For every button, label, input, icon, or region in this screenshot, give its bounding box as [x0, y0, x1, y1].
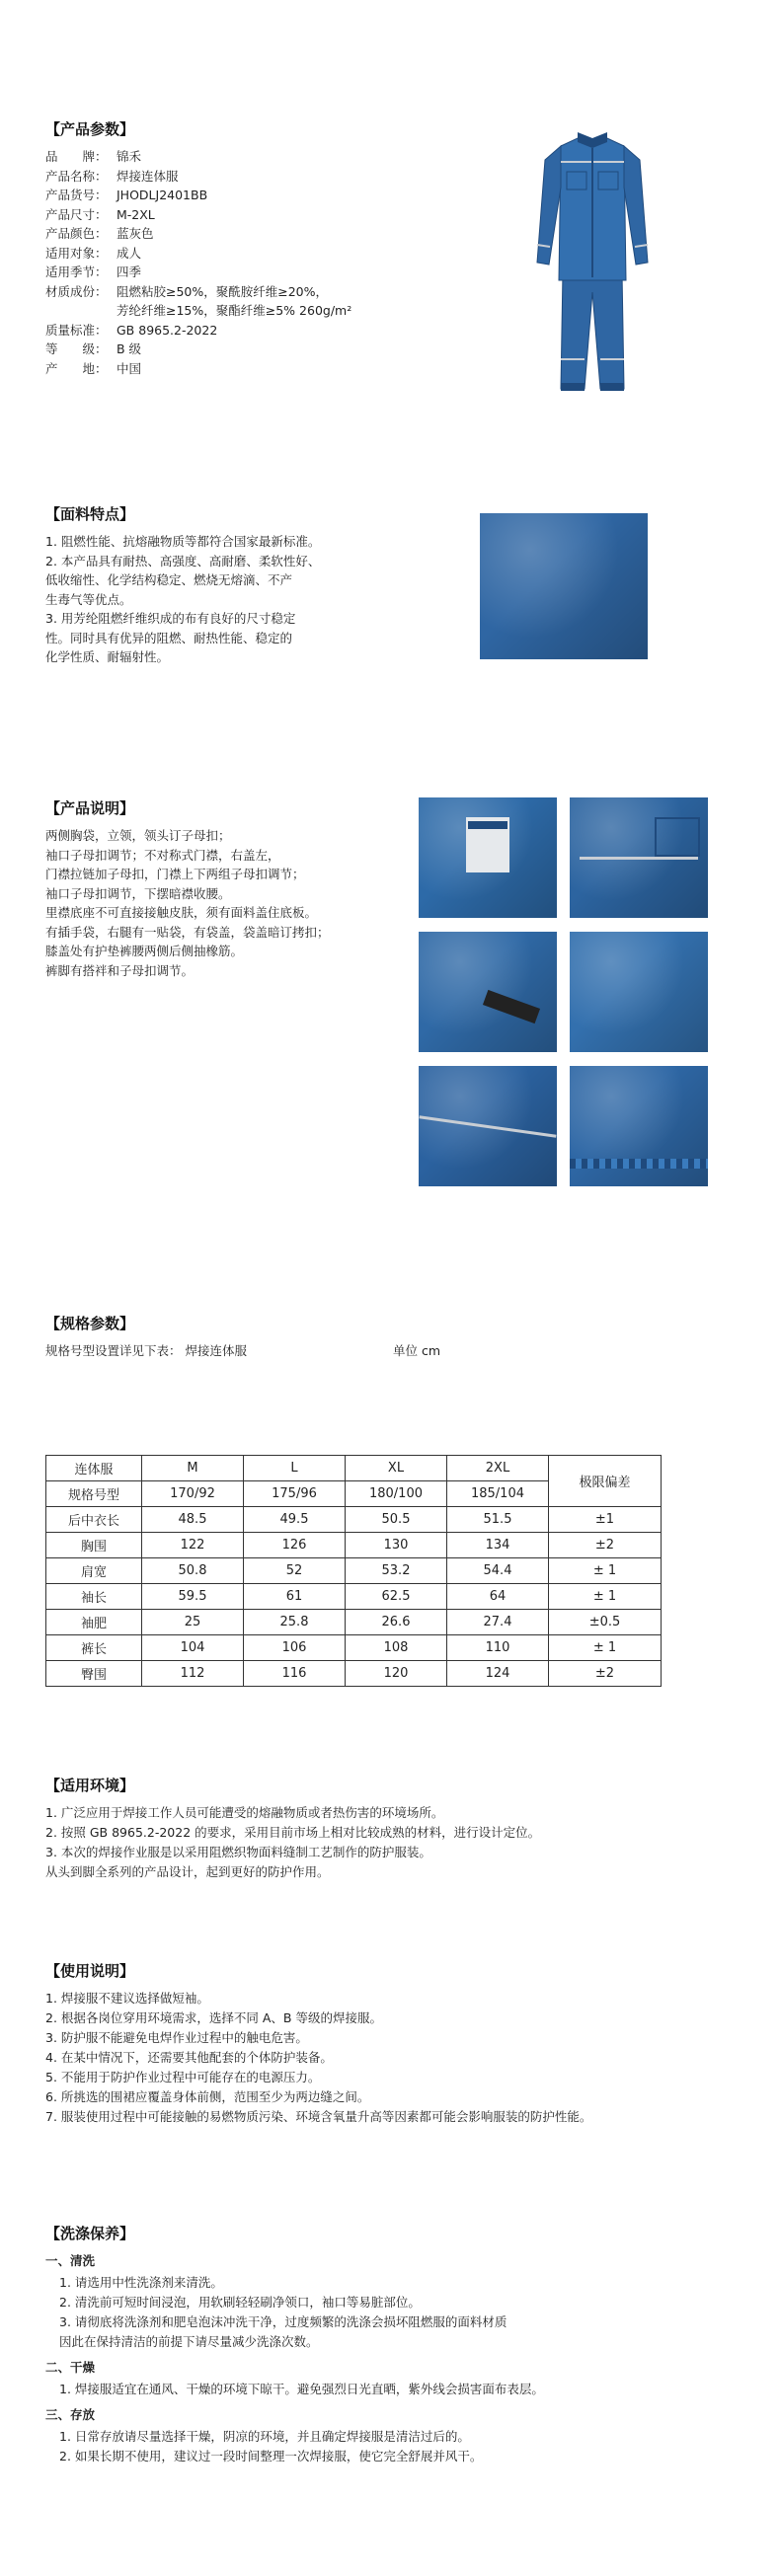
- param-value: 阻燃粘胶≥50%，聚酰胺纤维≥20%，: [117, 283, 329, 299]
- type-cell: 180/100: [346, 1481, 447, 1507]
- param-row: [45, 283, 328, 301]
- row-label: 后中衣长: [46, 1507, 142, 1533]
- param-label: 产 地：: [45, 360, 108, 376]
- table-cell: 62.5: [346, 1584, 447, 1610]
- table-row: [46, 1635, 662, 1661]
- param-value: M-2XL: [117, 206, 155, 222]
- fabric-texture-image: [480, 513, 648, 659]
- description-line: 门襟拉链加子母扣，门襟上下两组子母扣调节；: [45, 867, 305, 881]
- param-row: [45, 245, 141, 263]
- param-row: [45, 206, 155, 224]
- fabric-feature-line: 性。同时具有优异的阻燃、耐热性能、稳定的: [45, 630, 293, 645]
- tolerance-cell: ± 1: [549, 1584, 662, 1610]
- spec-heading: 【规格参数】: [45, 1315, 135, 1332]
- row-label: 裤长: [46, 1635, 142, 1661]
- table-cell: 112: [142, 1661, 244, 1687]
- spec-unit: 单位 cm: [393, 1343, 441, 1358]
- fabric-feature-line: 2. 本产品具有耐热、高强度、高耐磨、柔软性好、: [45, 553, 321, 568]
- param-row: [45, 168, 179, 186]
- table-header-cell: 规格号型: [46, 1481, 142, 1507]
- usage-line: 2. 根据各岗位穿用环境需求，选择不同 A、B 等级的焊接服。: [45, 2010, 382, 2025]
- waist-elastic-detail-image: [570, 1066, 708, 1186]
- size-header-2xl: 2XL: [447, 1456, 549, 1481]
- fabric-features-list: [45, 533, 381, 671]
- type-cell: 185/104: [447, 1481, 549, 1507]
- table-cell: 134: [447, 1533, 549, 1558]
- table-cell: 51.5: [447, 1507, 549, 1533]
- spec-intro: 规格号型设置详见下表： 焊接连体服: [45, 1343, 247, 1358]
- table-row: [46, 1558, 662, 1584]
- param-value: 焊接连体服: [117, 168, 179, 184]
- param-label: 等 级：: [45, 341, 108, 356]
- table-cell: 124: [447, 1661, 549, 1687]
- table-header-cell: 连体服: [46, 1456, 142, 1481]
- param-value: 四季: [117, 265, 142, 279]
- usage-line: 6. 所挑选的围裙应覆盖身体前侧，范围至少为两边缝之间。: [45, 2089, 370, 2104]
- param-label: 品 牌：: [45, 149, 108, 164]
- care-heading: 【洗涤保养】: [45, 2225, 135, 2242]
- table-cell: 52: [244, 1558, 346, 1584]
- param-value: JHODLJ2401BB: [117, 188, 208, 202]
- description-line: 膝盖处有护垫裤腰两侧后侧抽橡筋。: [45, 944, 244, 958]
- fabric-closeup-image: [570, 932, 708, 1052]
- table-cell: 126: [244, 1533, 346, 1558]
- tolerance-header: 极限偏差: [549, 1456, 662, 1507]
- table-cell: 49.5: [244, 1507, 346, 1533]
- param-row: [45, 302, 351, 320]
- param-value: 中国: [117, 360, 142, 376]
- environment-line: 2. 按照 GB 8965.2-2022 的要求，采用目前市场上相对比较成熟的材料，进行设计定位。: [45, 1825, 541, 1840]
- param-label: 适用对象：: [45, 245, 108, 261]
- row-label: 胸围: [46, 1533, 142, 1558]
- size-header-xl: XL: [346, 1456, 447, 1481]
- care-section-title: 二、干燥: [45, 2360, 96, 2375]
- environment-line: 3. 本次的焊接作业服是以采用阻燃织物面料缝制工艺制作的防护服装。: [45, 1845, 431, 1859]
- environment-line: 从头到脚全系列的产品设计，起到更好的防护作用。: [45, 1864, 330, 1879]
- description-list: [45, 827, 411, 985]
- chest-pocket-detail-image: [570, 797, 708, 918]
- param-label: 质量标准：: [45, 322, 108, 338]
- param-row: [45, 341, 141, 358]
- size-spec-table: [45, 1455, 662, 1687]
- table-cell: 27.4: [447, 1610, 549, 1635]
- param-value: 成人: [117, 245, 142, 261]
- param-value: 蓝灰色: [117, 226, 154, 241]
- table-row: [46, 1507, 662, 1533]
- table-cell: 59.5: [142, 1584, 244, 1610]
- row-label: 袖肥: [46, 1610, 142, 1635]
- tolerance-cell: ± 1: [549, 1558, 662, 1584]
- param-row: [45, 360, 141, 378]
- param-row: [45, 187, 207, 204]
- param-label: 产品尺寸：: [45, 206, 108, 222]
- param-label: 产品货号：: [45, 188, 108, 202]
- description-line: 有插手袋，右腿有一贴袋，有袋盖，袋盖暗订拷扣；: [45, 924, 330, 940]
- param-value: GB 8965.2-2022: [117, 322, 218, 338]
- table-row: [46, 1584, 662, 1610]
- table-cell: 53.2: [346, 1558, 447, 1584]
- fabric-feature-line: 低收缩性、化学结构稳定、燃烧无熔滴、不产: [45, 572, 293, 587]
- table-cell: 25: [142, 1610, 244, 1635]
- usage-line: 3. 防护服不能避免电焊作业过程中的触电危害。: [45, 2030, 308, 2045]
- param-value: 芳纶纤维≥15%，聚酯纤维≥5% 260g/m²: [117, 303, 352, 318]
- product-params-list: [45, 148, 460, 395]
- description-line: 袖口子母扣调节；不对称式门襟，右盖左，: [45, 847, 280, 863]
- size-header-m: M: [142, 1456, 244, 1481]
- fabric-feature-line: 化学性质、耐辐射性。: [45, 649, 170, 664]
- table-row: [46, 1661, 662, 1687]
- table-cell: 130: [346, 1533, 447, 1558]
- fabric-feature-line: 1. 阻燃性能、抗熔融物质等都符合国家最新标准。: [45, 534, 321, 549]
- row-label: 臀围: [46, 1661, 142, 1687]
- param-row: [45, 148, 141, 166]
- usage-list: [45, 1990, 756, 2128]
- table-cell: 61: [244, 1584, 346, 1610]
- care-line: 1. 请选用中性洗涤剂来清洗。: [59, 2275, 223, 2290]
- type-cell: 170/92: [142, 1481, 244, 1507]
- table-cell: 50.8: [142, 1558, 244, 1584]
- table-cell: 106: [244, 1635, 346, 1661]
- description-heading: 【产品说明】: [45, 799, 135, 817]
- table-cell: 116: [244, 1661, 346, 1687]
- table-cell: 54.4: [447, 1558, 549, 1584]
- row-label: 袖长: [46, 1584, 142, 1610]
- table-cell: 108: [346, 1635, 447, 1661]
- size-header-l: L: [244, 1456, 346, 1481]
- tolerance-cell: ±0.5: [549, 1610, 662, 1635]
- param-value: B 级: [117, 341, 142, 356]
- usage-line: 4. 在某中情况下，还需要其他配套的个体防护装备。: [45, 2050, 333, 2065]
- table-cell: 110: [447, 1635, 549, 1661]
- table-cell: 104: [142, 1635, 244, 1661]
- care-line: 2. 清洗前可短时间浸泡，用软刷轻轻刷净领口，袖口等易脏部位。: [59, 2295, 421, 2310]
- param-row: [45, 322, 217, 340]
- table-cell: 25.8: [244, 1610, 346, 1635]
- param-label: 材质成份：: [45, 283, 108, 299]
- care-line: 2. 如果长期不使用，建议过一段时间整理一次焊接服，使它完全舒展并风干。: [59, 2449, 483, 2463]
- care-section-title: 三、存放: [45, 2407, 96, 2422]
- environment-line: 1. 广泛应用于焊接工作人员可能遭受的熔融物质或者热伤害的环境场所。: [45, 1805, 444, 1820]
- description-line: 袖口子母扣调节，下摆暗襟收腰。: [45, 885, 231, 901]
- param-value: 锦禾: [117, 149, 142, 164]
- care-section-title: 一、清洗: [45, 2253, 96, 2268]
- care-line: 1. 日常存放请尽量选择干燥，阴凉的环境，并且确定焊接服是清洁过后的。: [59, 2429, 470, 2444]
- param-row: [45, 264, 141, 281]
- table-cell: 48.5: [142, 1507, 244, 1533]
- care-sections: [45, 2252, 756, 2489]
- usage-line: 7. 服装使用过程中可能接触的易燃物质污染、环境含氧量升高等因素都可能会影响服装的防护性能。: [45, 2109, 592, 2124]
- type-cell: 175/96: [244, 1481, 346, 1507]
- param-label: 产品颜色：: [45, 226, 108, 241]
- table-cell: 26.6: [346, 1610, 447, 1635]
- fabric-heading: 【面料特点】: [45, 505, 135, 523]
- tolerance-cell: ±1: [549, 1507, 662, 1533]
- fabric-feature-line: 3. 用芳纶阻燃纤维织成的布有良好的尺寸稳定: [45, 611, 296, 626]
- description-line: 两侧胸袋，立领，领头订子母扣；: [45, 828, 231, 843]
- coverall-product-image: [523, 124, 662, 401]
- fabric-feature-line: 生毒气等优点。: [45, 591, 132, 607]
- product-params-heading: 【产品参数】: [45, 120, 135, 138]
- care-line: 因此在保持清洁的前提下请尽量减少洗涤次数。: [59, 2334, 319, 2349]
- environment-heading: 【适用环境】: [45, 1777, 135, 1794]
- usage-line: 5. 不能用于防护作业过程中可能存在的电源压力。: [45, 2070, 321, 2084]
- usage-heading: 【使用说明】: [45, 1962, 135, 1980]
- tolerance-cell: ± 1: [549, 1635, 662, 1661]
- sleeve-cuff-detail-image: [419, 932, 557, 1052]
- care-line: 3. 请彻底将洗涤剂和肥皂泡沫冲洗干净，过度频繁的洗涤会损坏阻燃服的面料材质: [59, 2314, 507, 2329]
- collar-detail-image: [419, 797, 557, 918]
- table-cell: 50.5: [346, 1507, 447, 1533]
- tolerance-cell: ±2: [549, 1533, 662, 1558]
- environment-list: [45, 1804, 737, 1893]
- tolerance-cell: ±2: [549, 1661, 662, 1687]
- table-row: [46, 1533, 662, 1558]
- table-cell: 64: [447, 1584, 549, 1610]
- description-line: 里襟底座不可直接接触皮肤，须有面料盖住底板。: [45, 905, 318, 920]
- row-label: 肩宽: [46, 1558, 142, 1584]
- table-cell: 120: [346, 1661, 447, 1687]
- reflective-stripe-detail-image: [419, 1066, 557, 1186]
- table-row: [46, 1610, 662, 1635]
- table-cell: 122: [142, 1533, 244, 1558]
- description-line: 裤脚有搭袢和子母扣调节。: [45, 962, 195, 978]
- care-line: 1. 焊接服适宜在通风、干燥的环境下晾干。避免强烈日光直晒，紫外线会损害面布表层。: [59, 2382, 544, 2396]
- usage-line: 1. 焊接服不建议选择做短袖。: [45, 1991, 209, 2006]
- param-label: 产品名称：: [45, 168, 108, 184]
- param-row: [45, 225, 154, 243]
- param-label: 适用季节：: [45, 265, 108, 279]
